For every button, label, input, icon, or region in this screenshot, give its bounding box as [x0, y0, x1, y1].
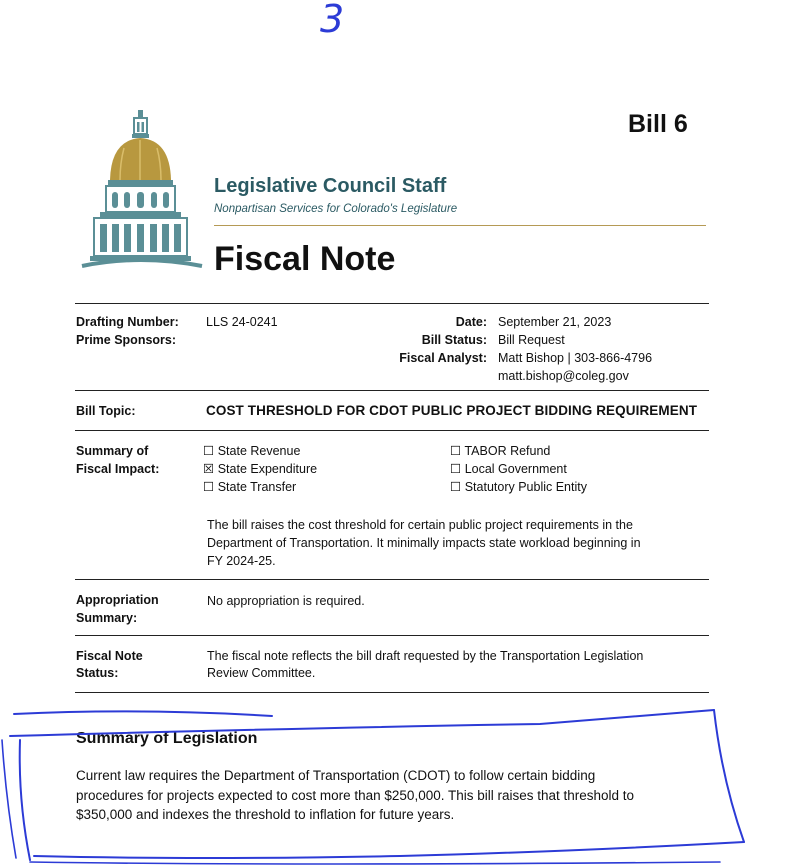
checkbox-label: State Expenditure: [217, 462, 318, 476]
checkbox-tabor-refund: [450, 442, 550, 460]
fiscal-note-status-label-line1: Fiscal Note: [76, 649, 143, 663]
checkbox-icon: ☐: [450, 480, 462, 494]
capitol-dome-logo: [80, 108, 205, 278]
checkbox-checked-icon: ☒: [203, 462, 215, 476]
checkbox-icon: ☐: [450, 462, 462, 476]
appropriation-label-line2: Summary:: [76, 611, 138, 625]
org-name: Legislative Council Staff: [214, 175, 447, 197]
checkbox-icon: ☐: [450, 444, 462, 458]
date-label: Date:: [455, 315, 487, 329]
divider: [75, 303, 709, 304]
appropriation-label-line1: Appropriation: [76, 593, 159, 607]
divider: [75, 692, 709, 693]
checkbox-label: State Revenue: [217, 444, 301, 458]
doc-title: Fiscal Note: [214, 240, 396, 278]
fiscal-note-status-value-line2: Review Committee.: [207, 666, 316, 680]
divider: [75, 579, 709, 580]
appropriation-value: No appropriation is required.: [207, 594, 365, 608]
fiscal-impact-description-line1: The bill raises the cost threshold for certain public project requirements in the: [207, 518, 633, 532]
summary-line1: Current law requires the Department of Transportation (CDOT) to follow certain bidding: [76, 768, 596, 783]
drafting-number: LLS 24-0241: [206, 315, 278, 329]
drafting-number-label: Drafting Number:: [76, 315, 179, 329]
bill-topic-label: Bill Topic:: [76, 404, 136, 418]
fiscal-analyst-email[interactable]: matt.bishop@coleg.gov: [498, 369, 629, 383]
fiscal-note-status-value-line1: The fiscal note reflects the bill draft requested by the Transportation Legislation: [207, 649, 644, 663]
checkbox-label: State Transfer: [217, 480, 297, 494]
date-value: September 21, 2023: [498, 315, 612, 329]
prime-sponsors-label: Prime Sponsors:: [76, 333, 177, 347]
checkbox-label: TABOR Refund: [464, 444, 551, 458]
divider: [75, 635, 709, 636]
fiscal-note-status-label-line2: Status:: [76, 666, 119, 680]
fiscal-impact-description-line2: Department of Transportation. It minimally impacts state workload beginning in: [207, 536, 641, 550]
fiscal-analyst-label: Fiscal Analyst:: [399, 351, 487, 365]
bill-status-label: Bill Status:: [421, 333, 487, 347]
fiscal-impact-label-line1: Summary of: [76, 444, 149, 458]
checkbox-icon: ☐: [203, 444, 215, 458]
checkbox-label: Local Government: [464, 462, 567, 476]
checkbox-state-expenditure: [203, 460, 317, 478]
fiscal-impact-label-line2: Fiscal Impact:: [76, 462, 160, 476]
checkbox-statutory-public-entity: [450, 478, 587, 496]
checkbox-label: Statutory Public Entity: [464, 480, 587, 494]
bill-number: Bill 6: [628, 110, 688, 138]
fiscal-analyst-value: Matt Bishop | 303-866-4796: [498, 351, 653, 365]
summary-line3: $350,000 and indexes the threshold to inflation for future years.: [76, 807, 455, 822]
bill-topic-value: COST THRESHOLD FOR CDOT PUBLIC PROJECT BIDDING REQUIREMENT: [206, 403, 698, 418]
divider: [75, 390, 709, 391]
checkbox-local-government: [450, 460, 567, 478]
summary-title: Summary of Legislation: [76, 730, 258, 747]
checkbox-icon: ☐: [203, 480, 215, 494]
summary-line2: procedures for projects expected to cost more than $250,000. This bill raises that threshold to: [76, 788, 635, 803]
checkbox-state-transfer: [203, 478, 296, 496]
fiscal-impact-description-line3: FY 2024-25.: [207, 554, 276, 568]
gold-divider: [214, 225, 706, 226]
handwritten-page-mark: 3: [320, 0, 345, 41]
divider: [75, 430, 709, 431]
bill-status-value: Bill Request: [498, 333, 565, 347]
checkbox-state-revenue: [203, 442, 300, 460]
org-tagline: Nonpartisan Services for Colorado's Legislature: [214, 203, 458, 215]
